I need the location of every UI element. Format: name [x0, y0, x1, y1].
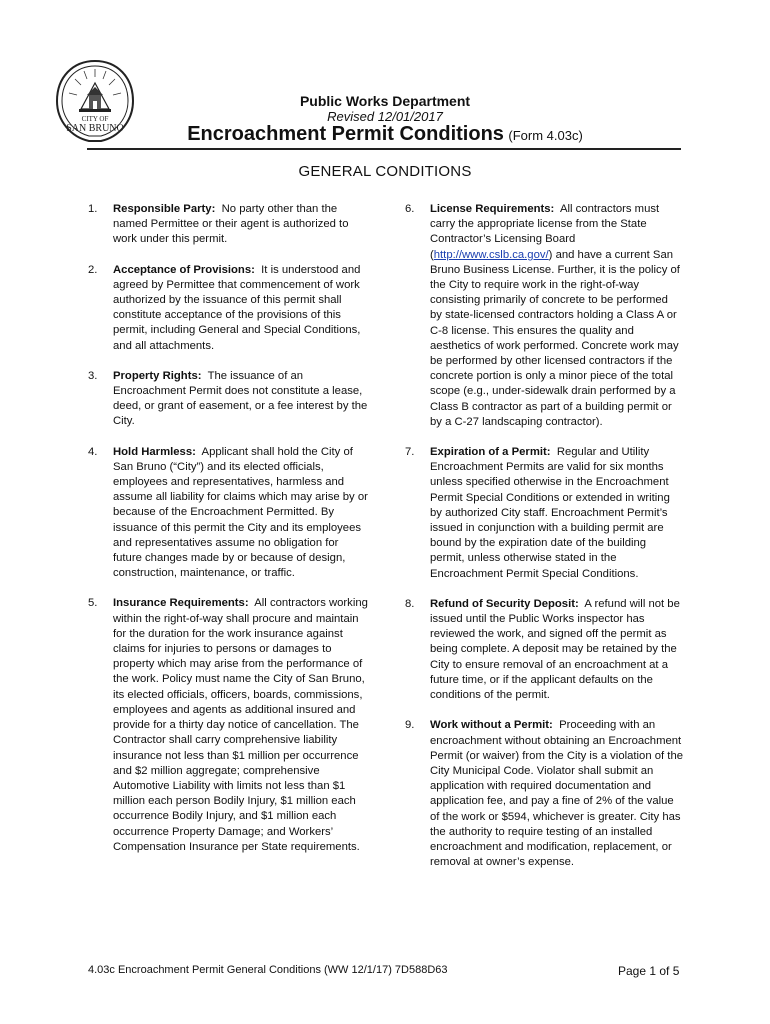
condition-number: 8.	[405, 597, 415, 610]
condition-title: License Requirements:	[430, 203, 555, 215]
condition-body: No party other than the named Permittee or their agent is authorized to work under this permit.	[113, 203, 349, 246]
condition-item	[405, 202, 683, 430]
condition-body: Applicant shall hold the City of San Bruno (“City”) and its elected officials, employees and representatives, harmless and assume all liability for claims which may arise by or because of the Encroachment Permitted. By issuance of this permit the City and its employees and representatives assume no obligation for future changes made by or because of design, construction, maintenance, or traffic.	[113, 445, 368, 580]
condition-item	[88, 202, 368, 248]
condition-body: A refund will not be issued until the Public Works inspector has reviewed the work, and signed off the permit as being complete. A deposit may be retained by the City to ensure removal of an encroachment at a future time, or if the applicant defaults on the conditions of the permit.	[430, 597, 680, 702]
condition-body: The issuance of an Encroachment Permit does not constitute a lease, deed, or grant of easement, or a fee interest by the City.	[113, 369, 368, 428]
title-divider	[87, 148, 681, 150]
condition-title: Acceptance of Provisions:	[113, 263, 255, 276]
condition-item	[405, 718, 683, 870]
condition-title: Work without a Permit:	[430, 719, 553, 732]
condition-title: Property Rights:	[113, 369, 202, 382]
condition-number: 3.	[88, 369, 98, 382]
condition-number: 5.	[88, 597, 98, 610]
condition-title: Hold Harmless:	[113, 445, 196, 458]
form-number: (Form 4.03c)	[508, 128, 583, 143]
condition-item	[405, 597, 683, 703]
condition-item	[88, 369, 368, 430]
cslb-link[interactable]: http://www.cslb.ca.gov/	[433, 248, 549, 261]
footer-document-id: 4.03c Encroachment Permit General Conditions (WW 12/1/17) 7D588D63	[88, 964, 448, 976]
condition-title: Insurance Requirements:	[113, 597, 249, 610]
condition-number: 2.	[88, 263, 98, 276]
page-number: Page 1 of 5	[618, 964, 680, 978]
condition-body: All contractors must carry the appropriate license from the State Contractor’s Licensing Board (	[430, 203, 660, 261]
condition-body-cont: ) and have a current San Bruno Business License. Further, it is the policy of the City to require work in the right-of-way consisting primarily of concrete to be performed by state-licensed contractors holding a Class A or C-8 license. This ensures the quality and aesthetics of work performed. Concrete work may be performed by other licensed contractors if the concrete portion is only a minor piece of the total scope (e.g., under-sidewalk drain performed by a Class B contractor as part of a building permit or by a C-27 landscaping contractor).	[430, 248, 680, 428]
condition-number: 9.	[405, 719, 415, 732]
department-name: Public Works Department	[299, 93, 471, 109]
svg-text:CITY OF: CITY OF	[81, 115, 109, 123]
title-text: Encroachment Permit Conditions	[187, 123, 504, 145]
svg-text:SAN BRUNO: SAN BRUNO	[66, 123, 124, 134]
condition-number: 7.	[405, 446, 415, 459]
condition-item	[88, 596, 368, 854]
section-title: GENERAL CONDITIONS	[298, 163, 472, 180]
condition-body: Proceeding with an encroachment without obtaining an Encroachment Permit (or waiver) from the City is a violation of the City Municipal Code. Violator shall submit an application with required documentation and application fee, and pay a fine of 2% of the value of the work or $594, whichever is greater. City has the authority to require testing of an installed encroachment and modification, replacement, or removal at owner’s expense.	[430, 719, 684, 869]
condition-item	[88, 445, 368, 582]
condition-body: All contractors working within the right-of-way shall procure and maintain for the duration for the work insurance against claims for injuries to persons or damages to property which may arise from the performance of the work. Policy must name the City of San Bruno, its elected officials, officers, boards, commissions, employees and agents as additional insured and provide for a thirty day notice of cancellation. The Contractor shall carry comprehensive liability insurance not less than $1 million per occurrence and $2 million aggregate; comprehensive Automotive Liability with limits not less than $1 million each person Bodily Injury, $1 million each occurrence Bodily Injury, and $1 million each occurrence Property Damage; and Workers’ Compensation Insurance per State requirements.	[113, 597, 368, 853]
condition-title: Refund of Security Deposit:	[430, 597, 579, 610]
revision-date: Revised 12/01/2017	[327, 109, 443, 124]
page-title	[0, 123, 770, 146]
condition-title: Responsible Party:	[113, 203, 216, 215]
condition-item	[88, 263, 368, 354]
condition-item	[405, 445, 683, 582]
condition-title: Expiration of a Permit:	[430, 446, 551, 459]
conditions-left-column	[88, 202, 368, 870]
condition-number: 6.	[405, 203, 415, 215]
condition-body: Regular and Utility Encroachment Permits are valid for six months unless specified otherwise in the Encroachment Permit Special Conditions or extended in writing by authorized City staff. Encroachment Permit’s issued in conjunction with a building permit are bound by the expiration date of the building permit, unless otherwise stated in the Encroachment Permit Special Conditions.	[430, 446, 670, 580]
conditions-right-column	[405, 202, 683, 885]
condition-number: 4.	[88, 445, 98, 458]
condition-number: 1.	[88, 203, 98, 215]
condition-body: It is understood and agreed by Permittee that commencement of work authorized by the issuance of this permit shall constitute acceptance of the provisions of this permit, including General and Special Conditions, and all attachments.	[113, 263, 361, 352]
